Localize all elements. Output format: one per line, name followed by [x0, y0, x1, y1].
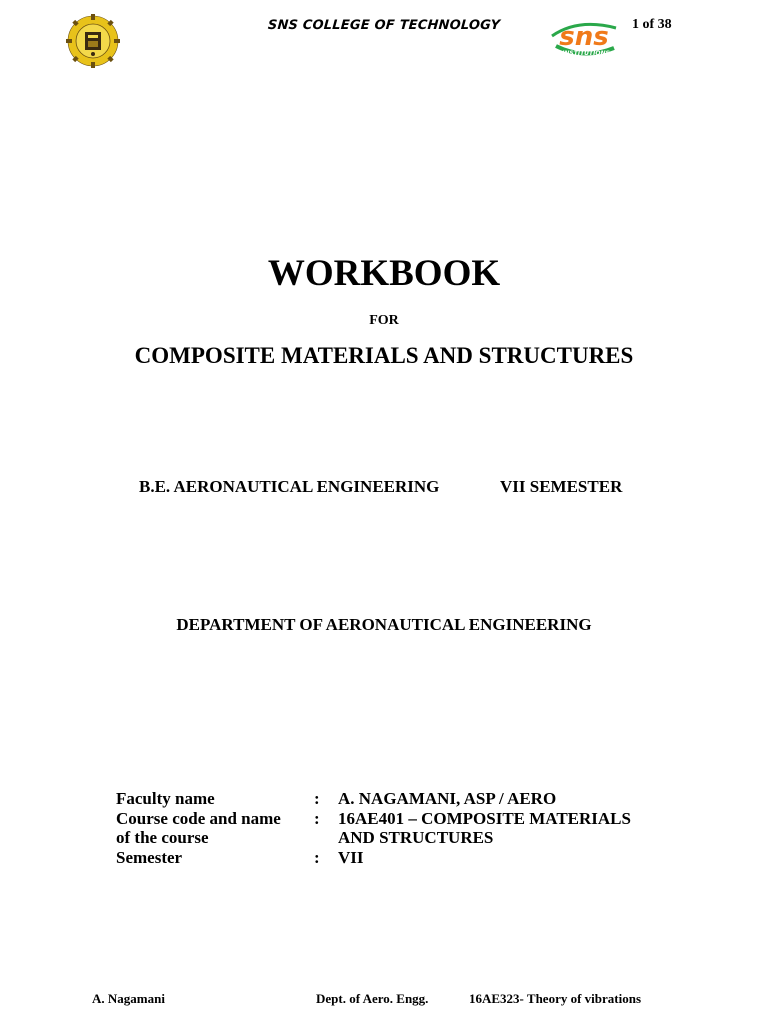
page-title: WORKBOOK [267, 253, 501, 294]
info-value: AND STRUCTURES [338, 828, 494, 847]
department-name: DEPARTMENT OF AERONAUTICAL ENGINEERING [176, 615, 592, 634]
page-number: 1 of 38 [632, 17, 672, 32]
semester-label: VII SEMESTER [500, 477, 623, 496]
for-label: FOR [369, 313, 399, 328]
subject-title: COMPOSITE MATERIALS AND STRUCTURES [134, 343, 634, 368]
info-value: VII [338, 847, 364, 867]
info-label: Semester [116, 847, 183, 867]
info-colon: : [314, 789, 320, 808]
footer-department: Dept. of Aero. Engg. [316, 991, 429, 1006]
logo-subtext: INSTITUTIONS [562, 50, 610, 57]
footer-author: A. Nagamani [92, 991, 165, 1006]
info-label: Faculty name [116, 789, 215, 808]
info-colon: : [314, 808, 320, 828]
info-value: A. NAGAMANI, ASP / AERO [338, 789, 557, 808]
info-label: of the course [116, 828, 209, 847]
sns-institutions-logo [548, 14, 620, 60]
footer-course: 16AE323- Theory of vibrations [469, 991, 642, 1006]
info-value: 16AE401 – COMPOSITE MATERIALS [338, 808, 631, 828]
college-name: SNS COLLEGE OF TECHNOLOGY [267, 18, 501, 33]
info-colon: : [314, 847, 320, 867]
info-label: Course code and name [116, 808, 281, 828]
logo-text: sns [559, 22, 609, 52]
program-name: B.E. AERONAUTICAL ENGINEERING [139, 477, 440, 496]
